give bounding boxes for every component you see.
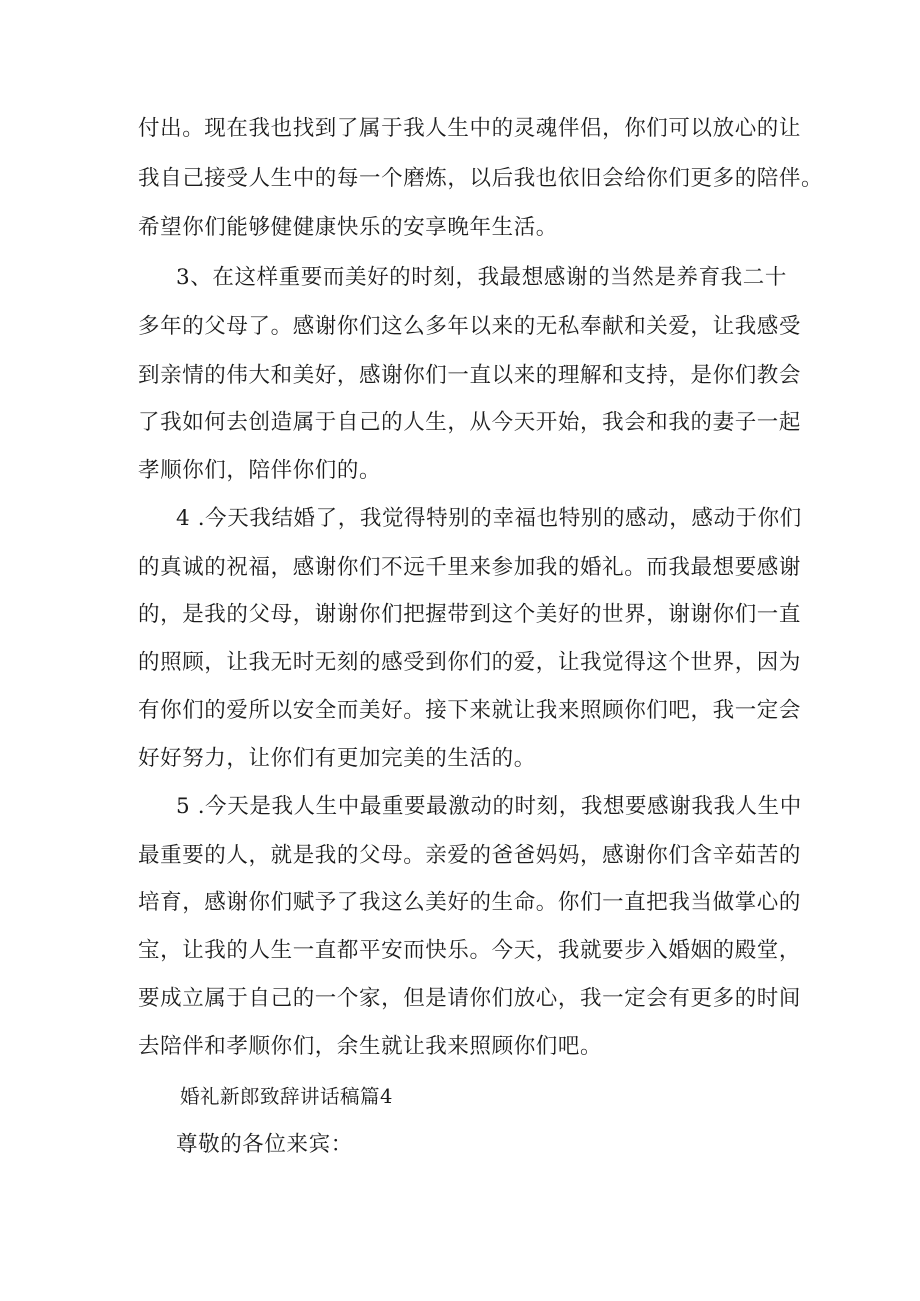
paragraph-2-line-5: 希望你们能够健健康快乐的安享晚年生活。 xyxy=(138,215,558,240)
paragraph-4-line-2: 的真诚的祝福，感谢你们不远千里来参加我的婚礼。而我最想要感谢 xyxy=(138,555,802,580)
paragraph-3-line-4: 了我如何去创造属于自己的人生，从今天开始，我会和我的妻子一起 xyxy=(138,410,802,435)
paragraph-3-line-1: 3、在这样重要而美好的时刻，我最想感谢的当然是养育我二十 xyxy=(176,265,787,290)
paragraph-4-line-3: 的，是我的父母，谢谢你们把握带到这个美好的世界，谢谢你们一直 xyxy=(138,602,802,627)
paragraph-5-line-2: 最重要的人，就是我的父母。亲爱的爸爸妈妈，感谢你们含辛茹苦的 xyxy=(138,843,802,868)
paragraph-4-line-1: 4 .今天我结婚了，我觉得特别的幸福也特别的感动，感动于你们 xyxy=(176,506,802,531)
paragraph-5-line-3: 培育，感谢你们赋予了我这么美好的生命。你们一直把我当做掌心的 xyxy=(138,890,802,915)
section-heading: 婚礼新郎致辞讲话稿篇4 xyxy=(180,1085,393,1108)
paragraph-2-line-4: 我自己接受人生中的每一个磨炼，以后我也依旧会给你们更多的陪伴。 xyxy=(138,166,824,191)
paragraph-5-line-1: 5 .今天是我人生中最重要最激动的时刻，我想要感谢我我人生中 xyxy=(176,794,802,819)
paragraph-3-line-5: 孝顺你们，陪伴你们的。 xyxy=(138,458,382,483)
paragraph-2-line-3: 付出。现在我也找到了属于我人生中的灵魂伴侣，你们可以放心的让 xyxy=(138,116,802,141)
paragraph-3-line-3: 到亲情的伟大和美好，感谢你们一直以来的理解和支持，是你们教会 xyxy=(138,363,802,388)
paragraph-5-line-6: 去陪伴和孝顺你们，余生就让我来照顾你们吧。 xyxy=(138,1034,603,1059)
paragraph-4-line-5: 有你们的爱所以安全而美好。接下来就让我来照顾你们吧，我一定会 xyxy=(138,698,802,723)
paragraph-4-line-6: 好好努力，让你们有更加完美的生活的。 xyxy=(138,746,536,771)
paragraph-5-line-4: 宝，让我的人生一直都平安而快乐。今天，我就要步入婚姻的殿堂， xyxy=(138,938,802,963)
salutation: 尊敬的各位来宾： xyxy=(176,1132,353,1157)
paragraph-4-line-4: 的照顾，让我无时无刻的感受到你们的爱，让我觉得这个世界，因为 xyxy=(138,650,802,675)
paragraph-3-line-2: 多年的父母了。感谢你们这么多年以来的无私奉献和关爱，让我感受 xyxy=(138,314,802,339)
paragraph-5-line-5: 要成立属于自己的一个家，但是请你们放心，我一定会有更多的时间 xyxy=(138,986,802,1011)
